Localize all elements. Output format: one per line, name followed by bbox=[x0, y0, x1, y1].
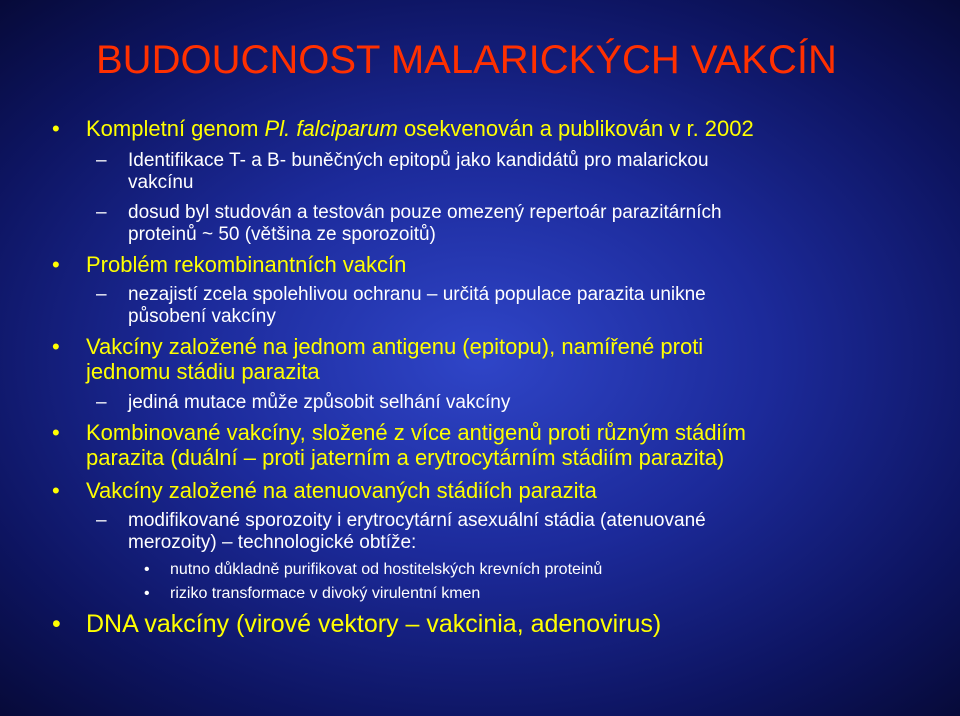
list-item-text: riziko transformace v divoký virulentní kmen bbox=[170, 585, 481, 602]
bullet-marker: • bbox=[52, 420, 60, 445]
bullet-marker: • bbox=[52, 116, 60, 141]
list-item-text: DNA vakcíny (virové vektory – vakcinia, adenovirus) bbox=[86, 610, 662, 638]
list-item-text: nutno důkladně purifikovat od hostitelských krevních proteinů bbox=[170, 561, 603, 578]
dash-marker: – bbox=[96, 510, 107, 531]
list-item-text: modifikované sporozoity i erytrocytární asexuální stádia (atenuované merozoity) – technologické obtíže: bbox=[128, 510, 706, 553]
bullet-marker: • bbox=[52, 610, 61, 638]
list-item-text: jediná mutace může způsobit selhání vakcíny bbox=[128, 392, 511, 413]
dash-marker: – bbox=[96, 284, 107, 305]
dash-marker: – bbox=[96, 392, 107, 413]
dash-marker: – bbox=[96, 202, 107, 223]
bullet-marker: • bbox=[52, 252, 60, 277]
list-item-text: Kompletní genom Pl. falciparum osekvenován a publikován v r. 2002 bbox=[86, 116, 754, 141]
bullet-marker: • bbox=[144, 585, 150, 602]
bullet-marker: • bbox=[144, 561, 150, 578]
list-item-text: Problém rekombinantních vakcín bbox=[86, 252, 407, 277]
list-item-text: dosud byl studován a testován pouze omezený repertoár parazitárních proteinů ~ 50 (většina ze sporozoitů) bbox=[128, 202, 722, 245]
list-item-text: Identifikace T- a B- buněčných epitopů jako kandidátů pro malarickou vakcínu bbox=[128, 150, 709, 193]
bullet-marker: • bbox=[52, 334, 60, 359]
list-item-text: Vakcíny založené na atenuovaných stádiích parazita bbox=[86, 478, 597, 503]
slide-title: BUDOUCNOST MALARICKÝCH VAKCÍN bbox=[96, 38, 837, 82]
list-item-text: Kombinované vakcíny, složené z více antigenů proti různým stádiím parazita (duální – proti jaterním a erytrocytárním stádiím parazita) bbox=[86, 420, 746, 470]
bullet-marker: • bbox=[52, 478, 60, 503]
dash-marker: – bbox=[96, 150, 107, 171]
list-item-text: Vakcíny založené na jednom antigenu (epitopu), namířené proti jednomu stádiu parazita bbox=[86, 334, 704, 384]
list-item-text: nezajistí zcela spolehlivou ochranu – určitá populace parazita unikne působení vakcíny bbox=[128, 284, 706, 327]
